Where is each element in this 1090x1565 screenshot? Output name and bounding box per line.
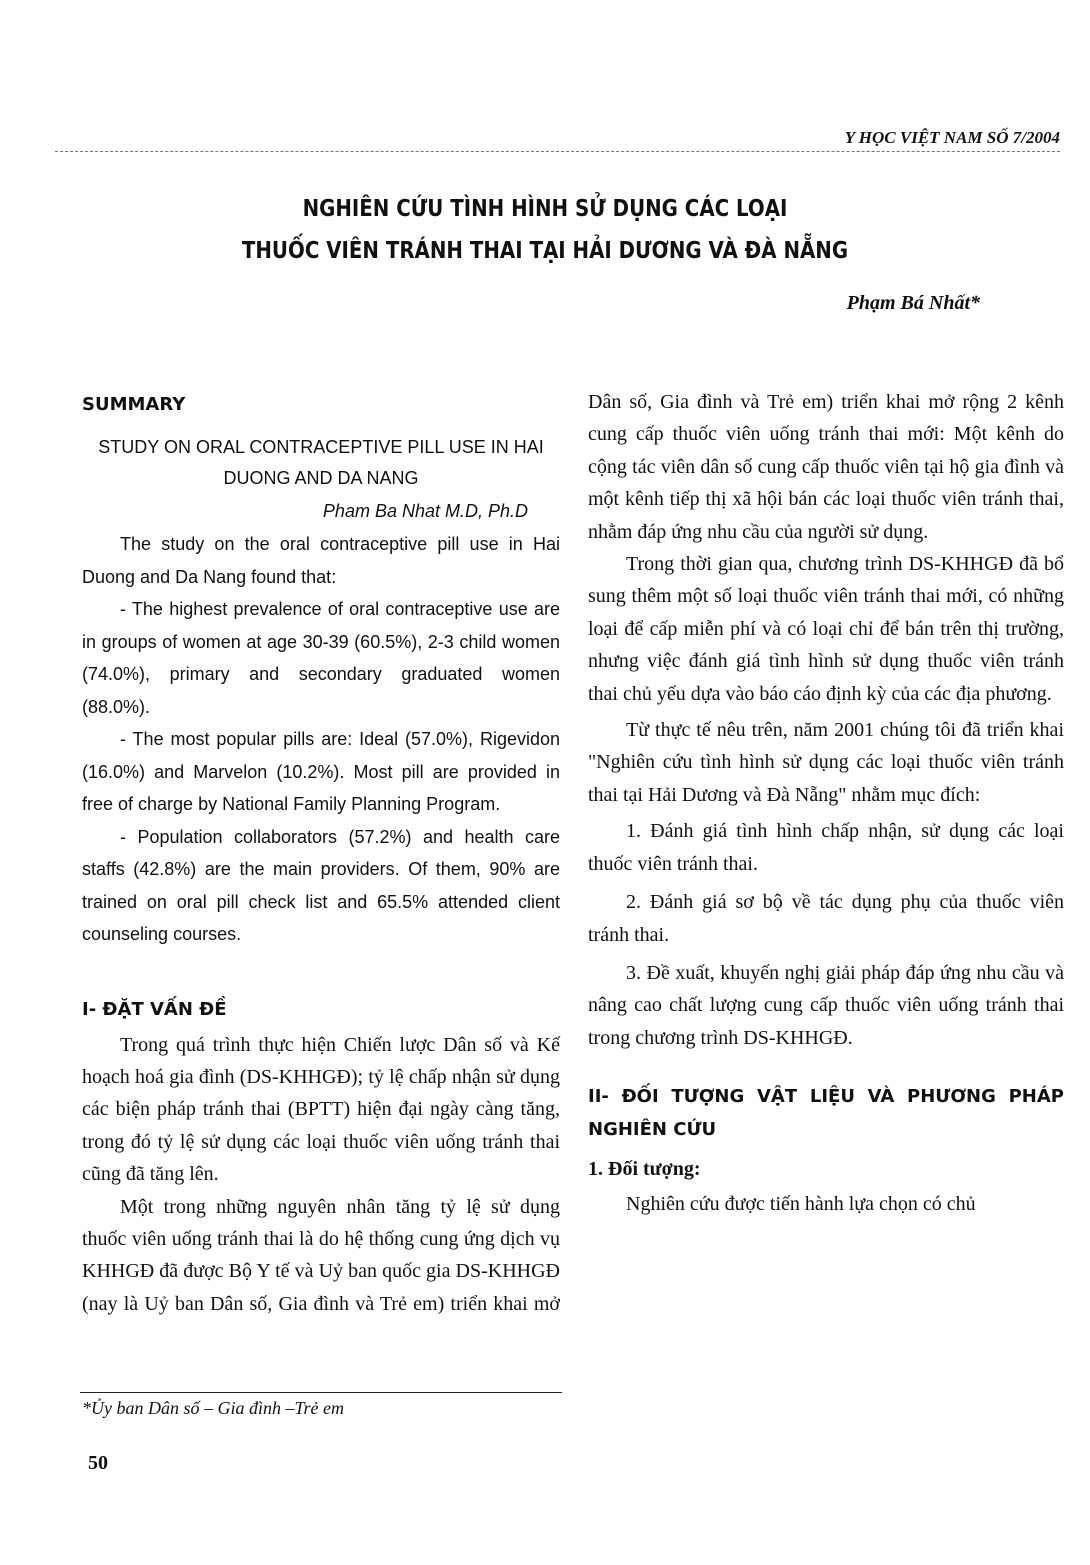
section-2-heading: II- ĐỐI TƯỢNG VẬT LIỆU VÀ PHƯƠNG PHÁP NGHIÊN CỨU	[588, 1086, 1064, 1141]
summary-paragraph: The study on the oral contraceptive pill use in Hai Duong and Da Nang found that:	[82, 534, 560, 587]
objective-item: 3. Đề xuất, khuyến nghị giải pháp đáp ứng nhu cầu và nâng cao chất lượng cung cấp thuốc viên uống tránh thai trong chương trình DS-KHHGĐ.	[588, 961, 1064, 1049]
body-paragraph: Từ thực tế nêu trên, năm 2001 chúng tôi đã triển khai "Nghiên cứu tình hình sử dụng các loại thuốc viên tránh thai tại Hải Dương và Đà Nẵng" nhằm mục đích:	[588, 719, 1064, 806]
section-2-subheading: 1. Đối tượng:	[588, 1158, 701, 1181]
summary-heading: SUMMARY	[82, 394, 186, 415]
section-1-body-left	[82, 1029, 560, 1321]
article-title-line-1: NGHIÊN CỨU TÌNH HÌNH SỬ DỤNG CÁC LOẠI	[302, 196, 788, 222]
summary-title-line-1: STUDY ON ORAL CONTRACEPTIVE PILL USE IN HAI	[98, 437, 544, 457]
page-number: 50	[88, 1452, 108, 1474]
body-paragraph: Trong thời gian qua, chương trình DS-KHHGĐ đã bổ sung thêm một số loại thuốc viên tránh thai mới, có những loại để cấp miễn phí và có loại chỉ để bán trên thị trường, nhưng việc đánh giá tình hình sử dụng thuốc viên tránh thai chủ yếu dựa vào báo cáo định kỳ của các địa phương.	[588, 553, 1064, 705]
objective-item: 2. Đánh giá sơ bộ về tác dụng phụ của thuốc viên tránh thai.	[588, 891, 1064, 946]
right-column	[588, 388, 1064, 1221]
journal-header: Y HỌC VIỆT NAM SỐ 7/2004	[844, 128, 1060, 147]
summary-paragraph: - The most popular pills are: Ideal (57.0%), Rigevidon (16.0%) and Marvelon (10.2%). Most pill are provided in free of charge by National Family Planning Program.	[82, 729, 560, 814]
summary-body	[82, 528, 560, 951]
summary-byline: Pham Ba Nhat M.D, Ph.D	[322, 501, 528, 521]
article-author: Phạm Bá Nhất*	[846, 292, 980, 314]
header-rule	[55, 151, 1060, 152]
left-column	[82, 388, 560, 1321]
continued-text: Dân số, Gia đình và Trẻ em) triển khai mở rộng 2 kênh cung cấp thuốc viên uống tránh thai mới: Một kênh do cộng tác viên dân số cung cấp thuốc viên tại hộ gia đình và một kênh tiếp thị xã hội bán các loại thuốc viên tránh thai, nhằm đáp ứng nhu cầu của người sử dụng.	[588, 391, 1064, 543]
footnote-rule	[80, 1392, 562, 1393]
footnote: *Ủy ban Dân số – Gia đình –Trẻ em	[82, 1398, 344, 1418]
summary-paragraph: - Population collaborators (57.2%) and health care staffs (42.8%) are the main providers. Of them, 90% are trained on oral pill check list and 65.5% attended client counseling courses.	[82, 826, 560, 944]
body-paragraph: Một trong những nguyên nhân tăng tỷ lệ sử dụng thuốc viên uống tránh thai là do hệ thống cung ứng dịch vụ KHHGĐ đã được Bộ Y tế và Uỷ ban quốc gia DS-KHHGĐ (nay là Uỷ ban Dân số, Gia đình và Trẻ em) triển khai mở	[82, 1195, 560, 1315]
section-1-heading: I- ĐẶT VẤN ĐỀ	[82, 998, 227, 1020]
summary-title-line-2: DUONG AND DA NANG	[223, 468, 419, 488]
body-paragraph: Trong quá trình thực hiện Chiến lược Dân số và Kế hoạch hoá gia đình (DS-KHHGĐ); tỷ lệ chấp nhận sử dụng các biện pháp tránh thai (BPTT) hiện đại ngày càng tăng, trong đó tỷ lệ sử dụng các loại thuốc viên uống tránh thai cũng đã tăng lên.	[82, 1033, 560, 1186]
article-title-line-2: THUỐC VIÊN TRÁNH THAI TẠI HẢI DƯƠNG VÀ ĐÀ NẴNG	[241, 238, 849, 264]
body-paragraph: Nghiên cứu được tiến hành lựa chọn có chủ	[626, 1193, 976, 1216]
summary-paragraph: - The highest prevalence of oral contraceptive use are in groups of women at age 30-39 (60.5%), 2-3 child women (74.0%), primary and secondary graduated women (88.0%).	[82, 599, 560, 717]
objective-item: 1. Đánh giá tình hình chấp nhận, sử dụng các loại thuốc viên tránh thai.	[588, 820, 1064, 875]
